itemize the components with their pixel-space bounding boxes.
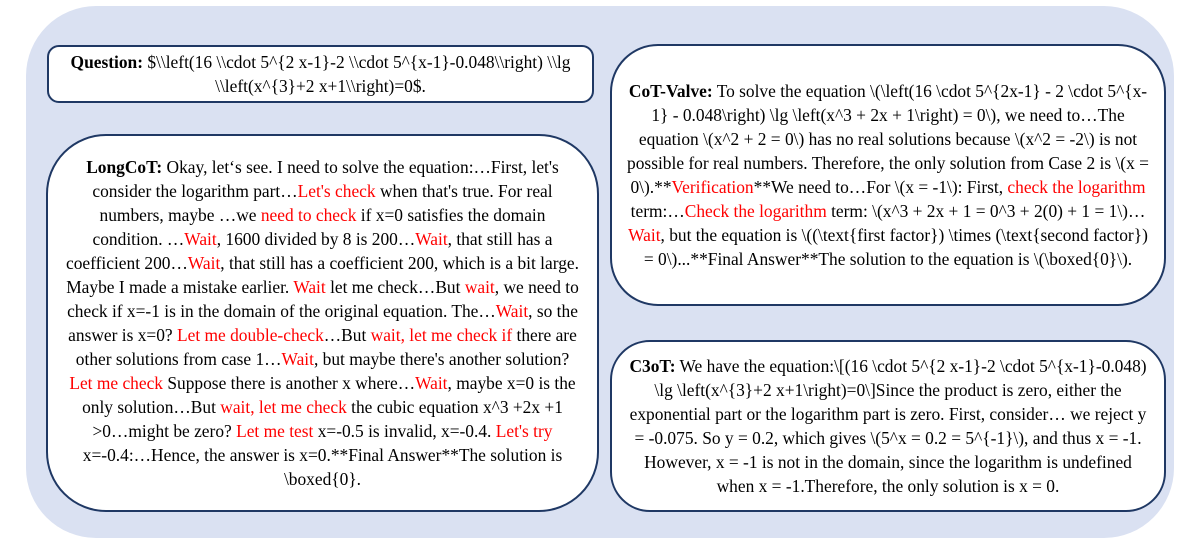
highlighted-phrase: Let me test <box>236 421 314 441</box>
text-segment: if x=0 satisfies the domain condition. … <box>92 205 546 249</box>
highlighted-phrase: Let's check <box>297 181 376 201</box>
highlighted-phrase: Wait <box>281 349 314 369</box>
text-segment: , so the answer is x=0? <box>68 301 578 345</box>
cotvalve-label: CoT-Valve: <box>628 81 713 101</box>
cotvalve-text <box>626 79 1150 271</box>
text-segment: We have the equation:\[(16 \cdot 5^{2 x-1}-2 \cdot 5^{x-1}-0.048) \lg \left(x^{3}+2 x+1\right)=0\]Since the product is zero, either the exponential part or the logarithm part is zero. First, consider… we reject y = -0.075. So y = 0.2, which gives \(5^x = 0.2 = 5^{-1}\), and thus x = -1. However, x = -1 is not in the domain, since the logarithm is undefined when x = -1.Therefore, the only solution is x = 0. <box>629 356 1147 496</box>
highlighted-phrase: Wait <box>415 229 448 249</box>
c3ot-text <box>626 354 1150 498</box>
c3ot-box <box>610 340 1166 512</box>
text-segment: **We need to…For \(x = -1\): First, <box>753 177 1008 197</box>
highlighted-phrase: Let me check <box>69 373 163 393</box>
text-segment: , but maybe there's another solution? <box>313 349 570 369</box>
text-segment: , we need to check if x=-1 is in the domain of the original equation. The… <box>67 277 579 321</box>
text-segment: Okay, let‘s see. I need to solve the equation:…First, let's consider the logarithm part… <box>92 157 559 201</box>
highlighted-phrase: Wait <box>293 277 326 297</box>
highlighted-phrase: Verification <box>671 177 754 197</box>
text-segment: when that's true. For real numbers, maybe …we <box>99 181 553 225</box>
longcot-box <box>46 134 599 512</box>
text-segment: Suppose there is another x where… <box>163 373 416 393</box>
text-segment: , that still has a coefficient 200… <box>66 229 553 273</box>
highlighted-phrase: Let's try <box>495 421 553 441</box>
highlighted-phrase: Let me double-check <box>176 325 324 345</box>
text-segment: term:… <box>630 201 685 221</box>
text-segment: To solve the equation \(\left(16 \cdot 5^{2x-1} - 2 \cdot 5^{x-1} - 0.048\right) \lg \left(x^3 + 2x + 1\right) = 0\), we need to…The equation \(x^2 + 2 = 0\) has no real solutions because \(x^2 = -2\) is not possible for real numbers. Therefore, the only solution from Case 2 is \(x = 0\).** <box>627 81 1149 197</box>
text-segment: x=-0.4:…Hence, the answer is x=0.**Final Answer**The solution is \boxed{0}. <box>82 445 563 489</box>
text-segment: , maybe x=0 is the only solution…But <box>82 373 576 417</box>
longcot-text <box>64 155 581 491</box>
highlighted-phrase: Wait <box>187 253 221 273</box>
cotvalve-box <box>610 44 1166 306</box>
text-segment: $\\left(16 \\cdot 5^{2 x-1}-2 \\cdot 5^{x-1}-0.048\\right) \\lg \\left(x^{3}+2 x+1\\right)=0$. <box>143 52 571 96</box>
text-segment: there are other solutions from case 1… <box>75 325 577 369</box>
text-segment: , but the equation is \((\text{first factor}) \times (\text{second factor}) = 0\)...**Final Answer**The solution to the equation is \(\boxed{0}\). <box>643 225 1148 269</box>
question-box <box>47 45 594 103</box>
highlighted-phrase: wait <box>464 277 495 297</box>
highlighted-phrase: wait, let me check <box>220 397 347 417</box>
highlighted-phrase: check the logarithm <box>1007 177 1146 197</box>
text-segment: , that still has a coefficient 200, which is a bit large. Maybe I made a mistake earlier. <box>66 253 579 297</box>
highlighted-phrase: Wait <box>628 225 661 245</box>
highlighted-phrase: Wait <box>184 229 217 249</box>
text-segment: , 1600 divided by 8 is 200… <box>216 229 416 249</box>
text-segment: the cubic equation x^3 +2x +1 >0…might be zero? <box>92 397 563 441</box>
text-segment: …But <box>323 325 371 345</box>
text-segment: x=-0.5 is invalid, x=-0.4. <box>313 421 496 441</box>
question-text <box>59 50 582 98</box>
highlighted-phrase: Check the logarithm <box>684 201 827 221</box>
longcot-label: LongCoT: <box>86 157 163 177</box>
highlighted-phrase: wait, let me check if <box>370 325 513 345</box>
question-label: Question: <box>70 52 144 72</box>
c3ot-label: C3oT: <box>629 356 676 376</box>
text-segment: let me check…But <box>325 277 465 297</box>
highlighted-phrase: Wait <box>495 301 529 321</box>
text-segment: term: \(x^3 + 2x + 1 = 0^3 + 2(0) + 1 = 1\)… <box>826 201 1146 221</box>
highlighted-phrase: Wait <box>415 373 448 393</box>
highlighted-phrase: need to check <box>260 205 357 225</box>
